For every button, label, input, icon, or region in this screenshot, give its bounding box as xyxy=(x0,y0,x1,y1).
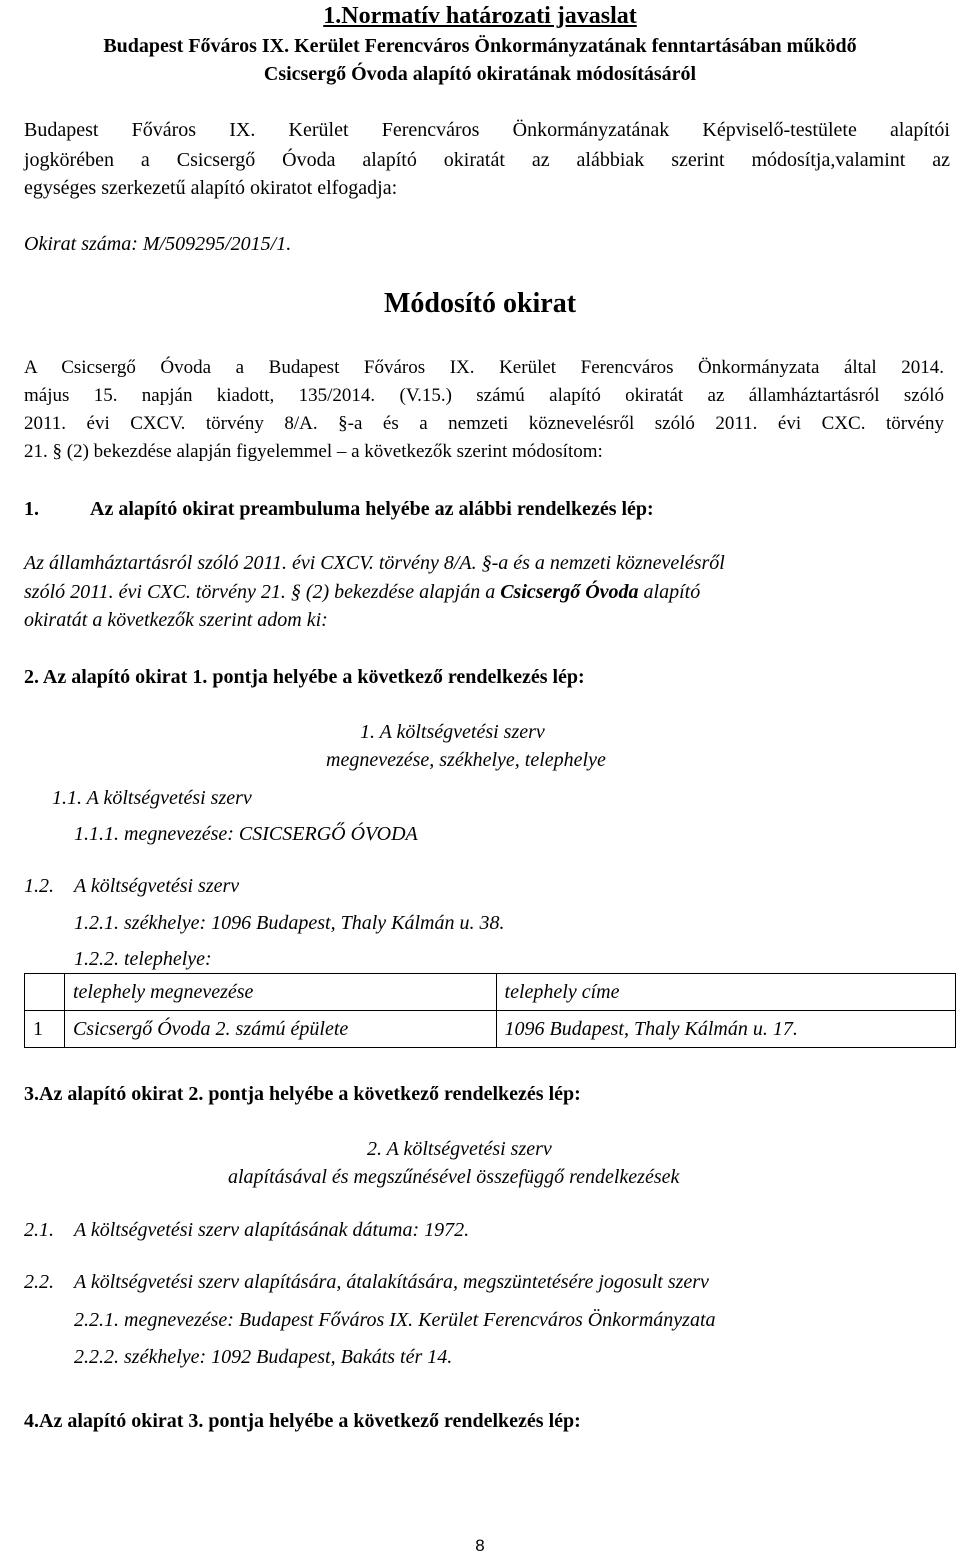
section-2-center-line-2: megnevezése, székhelye, telephelye xyxy=(326,749,606,771)
modifier-title: Módosító okirat xyxy=(383,288,577,319)
item-2-2-1: 2.2.1. megnevezése: Budapest Főváros IX. Kerület Ferencváros Önkormányzata xyxy=(74,1309,716,1331)
table-header-cell: telephely címe xyxy=(496,974,955,1011)
item-1-2-2: 1.2.2. telephelye: xyxy=(74,948,212,970)
table-cell: 1096 Budapest, Thaly Kálmán u. 17. xyxy=(496,1011,955,1048)
preamble-line-4: 21. § (2) bekezdése alapján figyelemmel – a következők szerint módosítom: xyxy=(24,441,603,462)
intro-line-1: Budapest Főváros IX. Kerület Ferencváros Önkormányzatának Képviselő-testülete alapítói xyxy=(24,119,950,141)
subtitle-line-2: Csicsergő Óvoda alapító okiratának módosításáról xyxy=(263,63,697,85)
site-table xyxy=(24,973,956,1048)
section-1-line-1: Az államháztartásról szóló 2011. évi CXCV. törvény 8/A. §-a és a nemzeti köznevelésről xyxy=(24,552,725,574)
item-1-1-1: 1.1.1. megnevezése: CSICSERGŐ ÓVODA xyxy=(74,823,418,845)
item-2-1-number: 2.1. xyxy=(24,1219,54,1241)
section-1-line-3: okiratát a következők szerint adom ki: xyxy=(24,609,328,631)
section-3-center-line-2: alapításával és megszűnésével összefüggő rendelkezések xyxy=(228,1166,680,1188)
section-1-heading: Az alapító okirat preambuluma helyébe az alábbi rendelkezés lép: xyxy=(90,498,654,520)
section-3-center-line-1: 2. A költségvetési szerv xyxy=(367,1138,552,1160)
section-2-heading: 2. Az alapító okirat 1. pontja helyébe a következő rendelkezés lép: xyxy=(24,666,585,688)
table-header-cell xyxy=(25,974,65,1011)
table-header-row xyxy=(25,974,956,1011)
section-1-line-2-suffix: alapító xyxy=(638,581,701,603)
section-2-center-line-1: 1. A költségvetési szerv xyxy=(360,721,545,743)
section-1-line-2 xyxy=(24,580,700,604)
page-number: 8 xyxy=(475,1536,485,1555)
section-1-number: 1. xyxy=(24,498,39,520)
preamble-line-1: A Csicsergő Óvoda a Budapest Főváros IX. Kerület Ferencváros Önkormányzata által 2014. xyxy=(24,357,944,378)
item-2-2-2: 2.2.2. székhelye: 1092 Budapest, Bakáts tér 14. xyxy=(74,1346,453,1368)
item-1-2-text: A költségvetési szerv xyxy=(74,875,240,897)
intro-line-2: jogkörében a Csicsergő Óvoda alapító okiratát az alábbiak szerint módosítja,valamint az xyxy=(24,149,950,171)
item-2-2-text: A költségvetési szerv alapítására, átalakítására, megszüntetésére jogosult szerv xyxy=(74,1271,709,1293)
preamble-line-2: május 15. napján kiadott, 135/2014. (V.15.) számú alapító okiratát az államháztartásról szóló xyxy=(24,385,944,406)
table-cell: 1 xyxy=(25,1011,65,1048)
subtitle-line-1: Budapest Főváros IX. Kerület Ferencváros Önkormányzatának fenntartásában működő xyxy=(103,35,857,57)
page-title: 1.Normatív határozati javaslat xyxy=(323,3,637,29)
table-cell: Csicsergő Óvoda 2. számú épülete xyxy=(64,1011,496,1048)
section-1-line-2-prefix: szóló 2011. évi CXC. törvény 21. § (2) bekezdése alapján a xyxy=(24,581,501,603)
preamble-line-3: 2011. évi CXCV. törvény 8/A. §-a és a nemzeti köznevelésről szóló 2011. évi CXC. törvény xyxy=(24,413,944,434)
table-header-cell: telephely megnevezése xyxy=(64,974,496,1011)
section-4-heading: 4.Az alapító okirat 3. pontja helyébe a következő rendelkezés lép: xyxy=(24,1410,581,1432)
document-number: Okirat száma: M/509295/2015/1. xyxy=(24,233,292,255)
item-1-2-1: 1.2.1. székhelye: 1096 Budapest, Thaly Kálmán u. 38. xyxy=(74,912,505,934)
section-1-institution-name: Csicsergő Óvoda xyxy=(500,581,639,603)
item-1-1: 1.1. A költségvetési szerv xyxy=(52,787,252,809)
item-2-2-number: 2.2. xyxy=(24,1271,54,1293)
section-3-heading: 3.Az alapító okirat 2. pontja helyébe a következő rendelkezés lép: xyxy=(24,1083,581,1105)
intro-line-3: egységes szerkezetű alapító okiratot elfogadja: xyxy=(24,177,398,199)
item-2-1-text: A költségvetési szerv alapításának dátuma: 1972. xyxy=(74,1219,470,1241)
item-1-2-number: 1.2. xyxy=(24,875,54,897)
table-row xyxy=(25,1011,956,1048)
